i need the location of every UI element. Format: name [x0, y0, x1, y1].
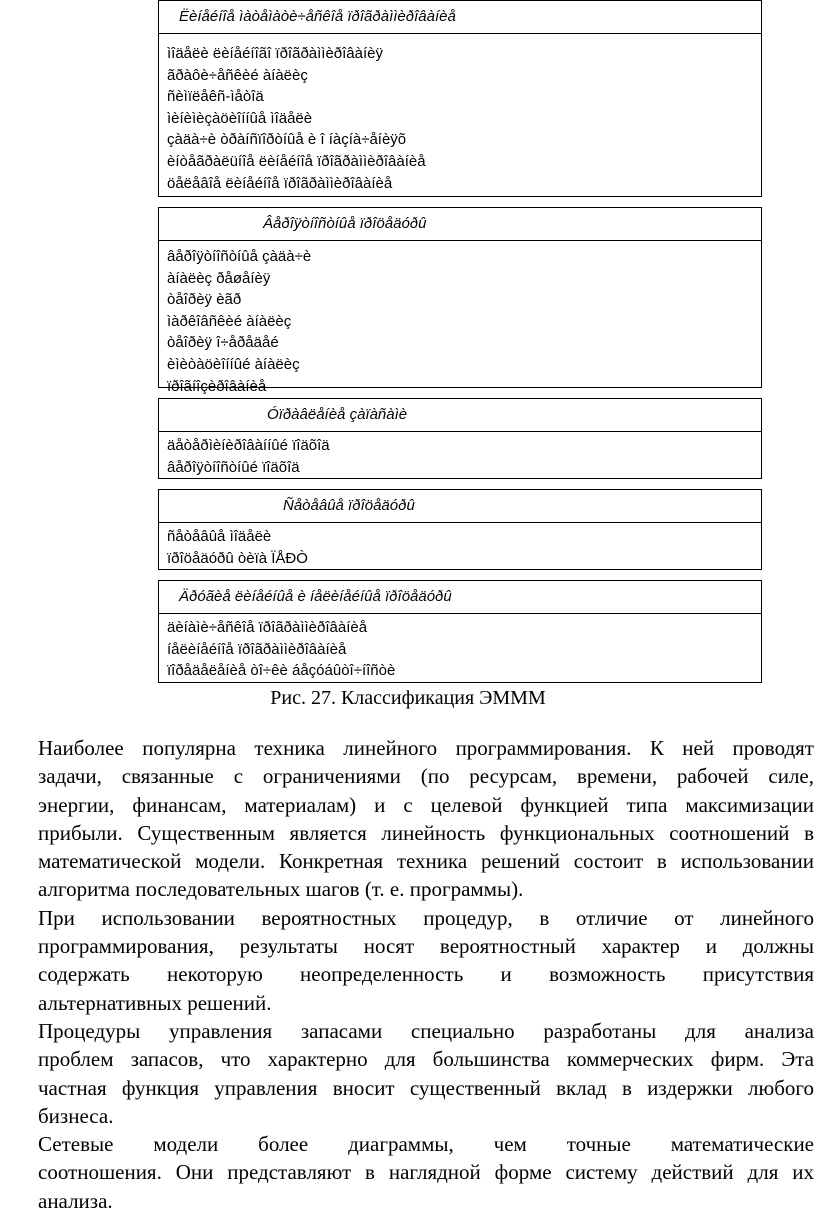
text-line: При использовании вероятностных процедур, в отличие от линейного [38, 905, 814, 930]
paragraph [0, 1130, 814, 1215]
text-line: альтернативных решений. [38, 990, 272, 1015]
text-line: Наиболее популярна техника линейного программирования. К ней проводят [38, 736, 814, 760]
list-item: èíòåãðàëüíîå ëèíåéíîå ïðîãðàììèðîâàíèå [167, 152, 426, 170]
list-item: ñèìïëåêñ-ìåòîä [167, 88, 264, 106]
text-line: Сетевые модели более диаграммы, чем точные математические [38, 1132, 814, 1157]
text-line: прибыли. Существенным является линейность функциональных соотношений в [38, 820, 814, 845]
paragraph [0, 1017, 814, 1130]
list-item: âåðîÿòíîñòíûé ïîäõîä [167, 458, 300, 476]
paragraph [0, 904, 814, 1017]
list-item: ãðàôè÷åñêèé àíàëèç [167, 66, 308, 84]
figure-caption: Рис. 27. Классификация ЭММM [270, 687, 546, 709]
block-items [159, 614, 761, 685]
list-item: äåòåðìèíèðîâàííûé ïîäõîä [167, 437, 330, 454]
block-header: Ëèíåéíîå ìàòåìàòè÷åñêîå ïðîãðàììèðîâàíèå [159, 1, 761, 34]
block-items [159, 241, 761, 400]
list-item: ìàðêîâñêèé àíàëèç [167, 312, 292, 330]
block-items [159, 523, 761, 572]
text-line: программирования, результаты носят вероятностный характер и должны [38, 934, 814, 959]
block-header: Âåðîÿòíîñòíûå ïðîöåäóðû [159, 208, 761, 241]
body-text [0, 734, 814, 1215]
list-item: âåðîÿòíîñòíûå çàäà÷è [167, 248, 312, 265]
block-items [159, 34, 761, 197]
list-item: ïðîöåäóðû òèïà ÏÅÐÒ [167, 549, 308, 567]
text-line: Процедуры управления запасами специально разработаны для анализа [38, 1018, 814, 1043]
block-items [159, 432, 761, 481]
list-item: öåëåâîå ëèíåéíîå ïðîãðàììèðîâàíèå [167, 174, 393, 192]
block-header: Ñåòåâûå ïðîöåäóðû [159, 490, 761, 523]
block-header: Äðóãèå ëèíåéíûå è íåëèíåéíûå ïðîöåäóðû [159, 581, 761, 614]
text-line: алгоритма последовательных шагов (т. е. программы). [38, 877, 524, 902]
list-item: íåëèíåéíîå ïðîãðàììèðîâàíèå [167, 640, 347, 658]
text-line: математической модели. Конкретная техника решений состоит в использовании [38, 849, 814, 874]
text-line: проблем запасов, что характерно для большинства коммерческих фирм. Эта [38, 1047, 814, 1072]
text-line: энергии, финансам, материалам) и с целевой функцией типа максимизации [38, 792, 814, 817]
list-item: àíàëèç ðåøåíèÿ [167, 269, 271, 287]
text-line: частная функция управления вносит существенный вклад в издержки любого [38, 1075, 814, 1100]
probabilistic-procedures-block [158, 207, 762, 395]
paragraph [0, 734, 814, 904]
text-line: содержать некоторую неопределенность и возможность присутствия [38, 962, 814, 987]
network-procedures-block [158, 489, 762, 570]
text-line: бизнеса. [38, 1103, 114, 1128]
inventory-management-block [158, 398, 762, 479]
list-item: ïîðåäåëåíèå òî÷êè áåçóáûòî÷íîñòè [167, 662, 396, 680]
list-item: èìèòàöèîííûé àíàëèç [167, 355, 300, 373]
list-item: çàäà÷è òðàíñïîðòíûå è î íàçíà÷åíèÿõ [167, 131, 407, 149]
list-item: ñåòåâûå ìîäåëè [167, 528, 272, 545]
other-procedures-block [158, 580, 762, 683]
text-line: соотношения. Они представляют в наглядной форме систему действий для их [38, 1160, 814, 1185]
list-item: ïðîãíîçèðîâàíèå [167, 377, 267, 395]
list-item: ìîäåëè ëèíåéíîãî ïðîãðàììèðîâàíèÿ [167, 45, 384, 62]
list-item: ìèíèìèçàöèîííûå ìîäåëè [167, 109, 313, 127]
text-line: задачи, связанные с ограничениями (по ресурсам, времени, рабочей силе, [38, 764, 814, 789]
linear-programming-block [158, 0, 762, 197]
list-item: òåîðèÿ î÷åðåäåé [167, 334, 279, 352]
list-item: òåîðèÿ èãð [167, 291, 242, 309]
list-item: äèíàìè÷åñêîå ïðîãðàììèðîâàíèå [167, 619, 368, 636]
text-line: анализа. [38, 1188, 113, 1213]
block-header: Óïðàâëåíèå çàïàñàìè [159, 399, 761, 432]
